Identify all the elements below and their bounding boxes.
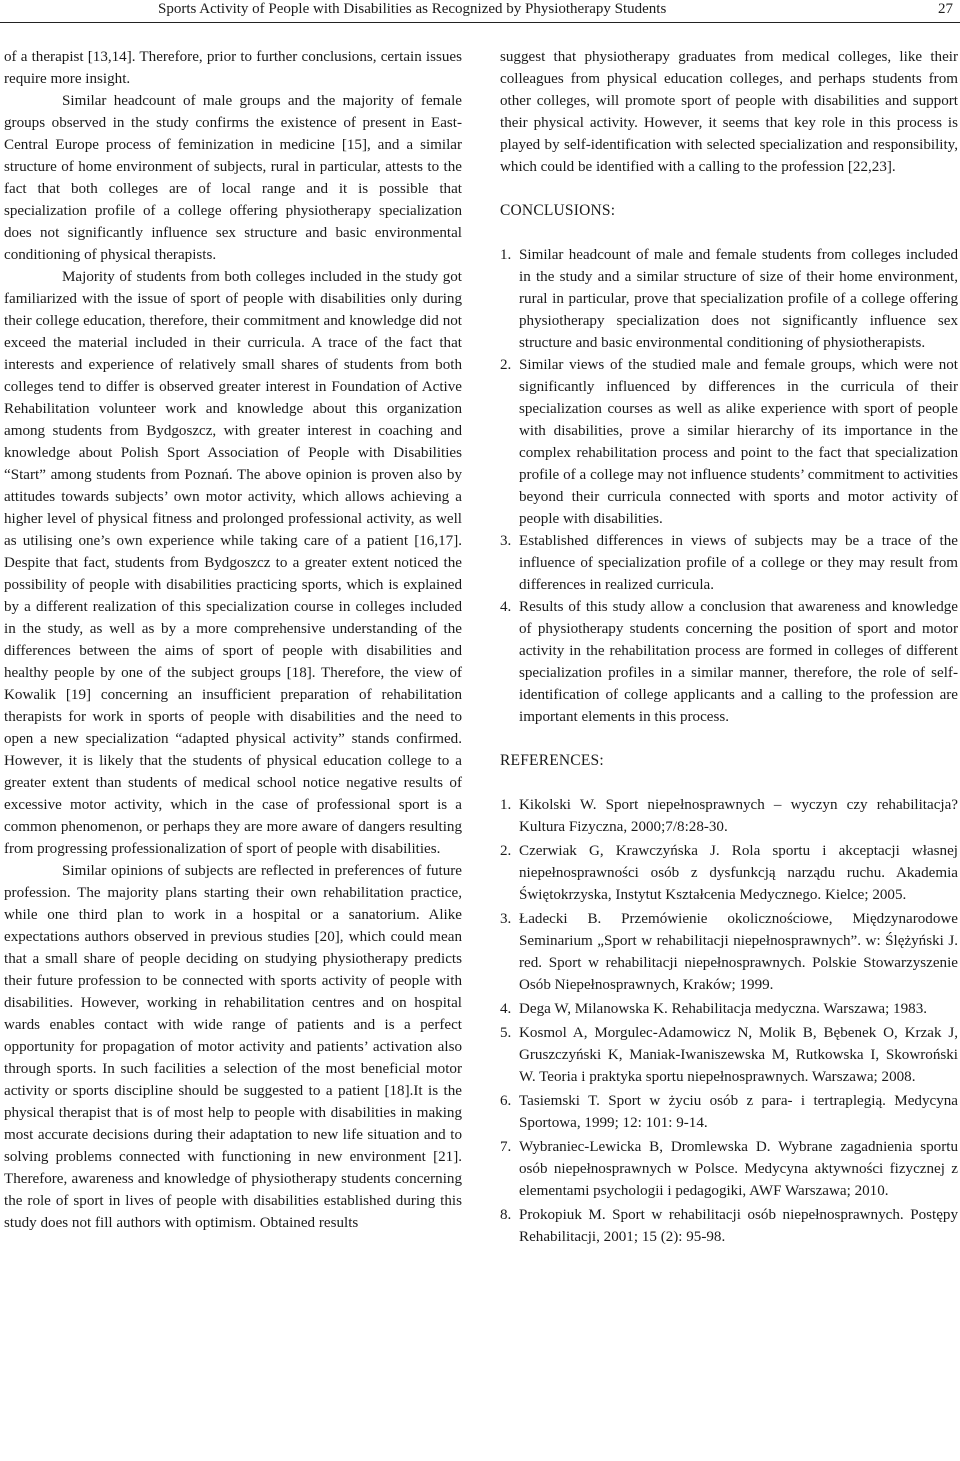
body-paragraph: Similar opinions of subjects are reflected in preferences of future profession. The majority plans starting their own rehabilitation practice, while one third plan to work in a hospital or a sanatorium. Alike expectations authors observed in previous studies [20], which could mean that a small share of people deciding on studying physiotherapy predicts their future profession to be connected with sports activity of people with disabilities. However, working in rehabilitation centres and on hospital wards enables contact with wide range of patients and is a perfect opportunity for propagation of motor activity and patients’ activation also through sports. In such facilities a selection of the most beneficial motor activity or sports discipline should be suggested to a patient [18].It is the physical therapist that is of most help to people with disabilities in making most accurate decisions during their adaptation to new life situation and to solving problems connected with functioning in new environment [21]. Therefore, awareness and knowledge of physiotherapy students concerning the role of sport in lives of people with disabilities established during this study does not fill authors with optimism. Obtained results (4, 863, 462, 1231)
reference-number: 8. (500, 1207, 512, 1223)
reference-item (500, 998, 958, 1020)
body-paragraph: suggest that physiotherapy graduates from medical colleges, like their colleagues from physical education colleges, and perhaps students from other colleges, will promote sport of people with disabilities and support their physical activity. However, it seems that key role in this process is played by self-identification with selected specialization and responsibility, which could be identified with a calling to the profession [22,23]. (500, 49, 958, 175)
running-title: Sports Activity of People with Disabilities as Recognized by Physiotherapy Students (158, 1, 667, 17)
list-item-text: Established differences in views of subjects may be a trace of the influence of specialization profile of a college or they may result from differences in realized curricula. (519, 533, 958, 593)
reference-item (500, 1136, 958, 1202)
reference-text: Prokopiuk M. Sport w rehabilitacji osób niepełnosprawnych. Postępy Rehabilitacji, 2001; 15 (2): 95-98. (519, 1207, 958, 1245)
reference-text: Wybraniec-Lewicka B, Dromlewska D. Wybrane zagadnienia sportu osób niepełnosprawnych w Polsce. Medycyna aktywności fizycznej z elementami psychologii i pedagogiki, AWF Warszawa; 2010. (519, 1139, 958, 1199)
reference-number: 5. (500, 1025, 512, 1041)
reference-text: Kikolski W. Sport niepełnosprawnych – wyczyn czy rehabilitacja? Kultura Fizyczna, 2000;7/8:28-30. (519, 797, 958, 835)
reference-number: 3. (500, 911, 512, 927)
reference-number: 4. (500, 1001, 512, 1017)
reference-text: Ładecki B. Przemówienie okolicznościowe, Międzynarodowe Seminarium „Sport w rehabilitacji niepełnosprawnych”. w: Ślężyński J. red. Sport w rehabilitacji niepełnosprawnych. Polskie Stowarzyszenie Osób Niepełnosprawnych, Kraków; 1999. (519, 911, 958, 993)
body-paragraph: Majority of students from both colleges included in the study got familiarized with the issue of sport of people with disabilities only during their college education, therefore, their commitment and knowledge did not exceed the material included in their curricula. A trace of the fact that interests and experience of relatively small shares of students from both colleges tend to differ is observed greater interest in Foundation of Active Rehabilitation volunteer work and knowledge about this organization among students from Bydgoszcz, with greater interest in coaching and knowledge about Polish Sport Association of People with Disabilities “Start” among students from Poznań. The above opinion is proven also by attitudes towards subjects’ own motor activity, which allows achieving a higher level of physical fitness and prolonged professional activity, as well as utilising one’s own experience while taking care of a patient [16,17]. Despite that fact, students from Bydgoszcz to a greater extent noticed the possibility of people with disabilities practicing sports, which is explained by a different realization of this specialization course in colleges included in the study, as well as by a more comprehensive understanding of the differences between the aims of sport of people with disabilities and healthy people by one of the subject groups [18]. Therefore, the view of Kowalik [19] concerning an insufficient preparation of rehabilitation therapists for work in sports of people with disabilities and the need to open a new specialization “adapted physical activity” stands confirmed. However, it is likely that the students of physical education college to a greater extent than students of medical school notice negative results of excessive motor activity, which in the case of professional sport is a common phenomenon, or perhaps they are more aware of dangers resulting from progressing professionalization of sport of people with disabilities. (4, 269, 462, 857)
list-item-text: Similar headcount of male and female students from colleges included in the study and a similar structure of size of their home environment, rural in particular, prove that specialization profile of a college offering physiotherapy specialization does not significantly influence sex structure and basic environmental conditioning of physiotherapists. (519, 247, 958, 351)
reference-item (500, 908, 958, 996)
body-paragraph: Similar headcount of male groups and the majority of female groups observed in the study confirms the existence of present in East-Central Europe process of feminization in medicine [15], and a similar structure of home environment of subjects, rural in particular, attests to the fact that both colleges are of local range and it is possible that specialization profile of a college offering physiotherapy specialization does not significantly influence sex structure and basic environmental conditioning of physical therapists. (4, 93, 462, 263)
reference-item (500, 1022, 958, 1088)
list-number: 4. (500, 599, 512, 615)
list-item (500, 354, 958, 530)
reference-item (500, 1090, 958, 1134)
right-column (500, 46, 958, 1250)
page-number: 27 (938, 1, 953, 17)
reference-number: 7. (500, 1139, 512, 1155)
references-list (500, 794, 958, 1248)
reference-number: 2. (500, 843, 512, 859)
reference-item (500, 840, 958, 906)
reference-item (500, 1204, 958, 1248)
reference-number: 1. (500, 797, 512, 813)
list-item (500, 244, 958, 354)
reference-text: Tasiemski T. Sport w życiu osób z para- i tertraplegią. Medycyna Sportowa, 1999; 12: 101: 9-14. (519, 1093, 958, 1131)
conclusions-list (500, 244, 958, 728)
reference-text: Dega W, Milanowska K. Rehabilitacja medyczna. Warszawa; 1983. (519, 1001, 928, 1017)
reference-text: Czerwiak G, Krawczyńska J. Rola sportu i akceptacji własnej niepełnosprawności osób z dysfunkcją narządu ruchu. Akademia Świętokrzyska, Instytut Kształcenia Medycznego. Kielce; 2005. (519, 843, 958, 903)
list-number: 2. (500, 357, 512, 373)
body-paragraph: of a therapist [13,14]. Therefore, prior to further conclusions, certain issues require more insight. (4, 49, 462, 87)
reference-text: Kosmol A, Morgulec-Adamowicz N, Molik B, Bębenek O, Krzak J, Gruszczyński K, Maniak-Iwaniszewska M, Rutkowska I, Skowroński W. Teoria i praktyka sportu niepełnosprawnych. Warszawa; 2008. (519, 1025, 958, 1085)
list-item (500, 530, 958, 596)
page-header (0, 0, 960, 23)
reference-item (500, 794, 958, 838)
list-number: 1. (500, 247, 512, 263)
left-column (4, 46, 462, 1234)
reference-number: 6. (500, 1093, 512, 1109)
list-item-text: Similar views of the studied male and female groups, which were not significantly influenced by differences in the curricula of their specialization courses as well as alike experience with sport of people with disabilities, prove a similar hierarchy of its importance in the complex rehabilitation process and point to the fact that specialization profile of a college may not influence students’ commitment to activities beyond their curricula connected with sports and motor activity of people with disabilities. (519, 357, 958, 527)
references-heading: REFERENCES: (500, 752, 604, 769)
list-item (500, 596, 958, 728)
conclusions-heading: CONCLUSIONS: (500, 202, 616, 219)
list-number: 3. (500, 533, 512, 549)
list-item-text: Results of this study allow a conclusion that awareness and knowledge of physiotherapy students concerning the position of sport and motor activity in the rehabilitation process are formed in colleges of different specialization profiles in a similar manner, therefore, the role of self-identification of college applicants and a calling to the profession are important elements in this process. (519, 599, 958, 725)
